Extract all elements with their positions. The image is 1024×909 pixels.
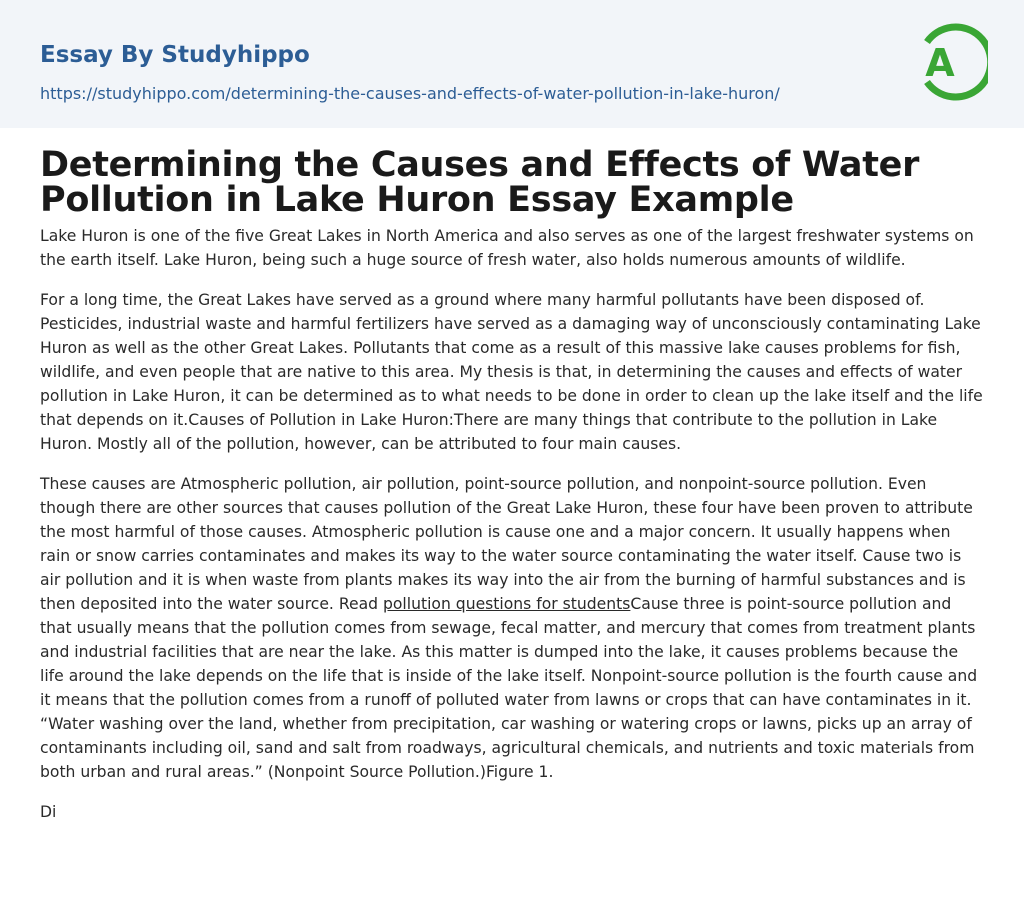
- brand-title[interactable]: Essay By Studyhippo: [40, 42, 310, 68]
- paragraph-4-truncated: Di: [40, 803, 57, 821]
- paragraph-3-text-after: Cause three is point-source pollution and that usually means that the pollution comes from sewage, fecal matter, and mercury that comes from treatment plants and industrial facilities that are near the lake. As this matter is dumped into the lake, it causes problems because the life around the lake depends on the life that is inside of the lake itself. Nonpoint-source pollution is the fourth cause and it means that the pollution comes from a runoff of polluted water from lawns or crops that can have contaminates in it. “Water washing over the land, whether from precipitation, car washing or watering crops or lawns, picks up an array of contaminants including oil, sand and salt from roadways, agricultural chemicals, and nutrients and toxic materials from both urban and rural areas.” (Nonpoint Source Pollution.)Figure 1.: [40, 595, 978, 781]
- paragraph-3-text-before: These causes are Atmospheric pollution, air pollution, point-source pollution, and nonpoint-source pollution. Even though there are other sources that causes pollution of the Great Lake Huron, these four have been proven to attribute the most harmful of those causes. Atmospheric pollution is cause one and a major concern. It usually happens when rain or snow carries contaminates and makes its way to the water source contaminating the water itself. Cause two is air pollution and it is when waste from plants makes its way into the air from the burning of harmful substances and is then deposited into the water source. Read: [40, 475, 973, 613]
- article-body: [0, 128, 1024, 824]
- site-header: [0, 0, 1024, 128]
- logo-letter: A: [925, 41, 955, 85]
- paragraph-1: Lake Huron is one of the five Great Lakes in North America and also serves as one of the largest freshwater systems on the earth itself. Lake Huron, being such a huge source of fresh water, also holds numerous amounts of wildlife.: [40, 227, 974, 269]
- related-essay-link[interactable]: pollution questions for students: [382, 595, 631, 613]
- page-url-link[interactable]: https://studyhippo.com/determining-the-causes-and-effects-of-water-pollution-in-lake-huron/: [40, 84, 780, 103]
- paragraph-2: For a long time, the Great Lakes have served as a ground where many harmful pollutants have been disposed of. Pesticides, industrial waste and harmful fertilizers have served as a damaging way of unconsciously contaminating Lake Huron as well as the other Great Lakes. Pollutants that come as a result of this massive lake causes problems for fish, wildlife, and even people that are native to this area. My thesis is that, in determining the causes and effects of water pollution in Lake Huron, it can be determined as to what needs to be done in order to clean up the lake itself and the life that depends on it.Causes of Pollution in Lake Huron:There are many things that contribute to the pollution in Lake Huron. Mostly all of the pollution, however, can be attributed to four main causes.: [40, 291, 983, 453]
- essay-title: Determining the Causes and Effects of Water Pollution in Lake Huron Essay Example: [40, 145, 920, 220]
- studyhippo-logo-icon[interactable]: [910, 18, 988, 106]
- paragraph-3: [40, 472, 984, 784]
